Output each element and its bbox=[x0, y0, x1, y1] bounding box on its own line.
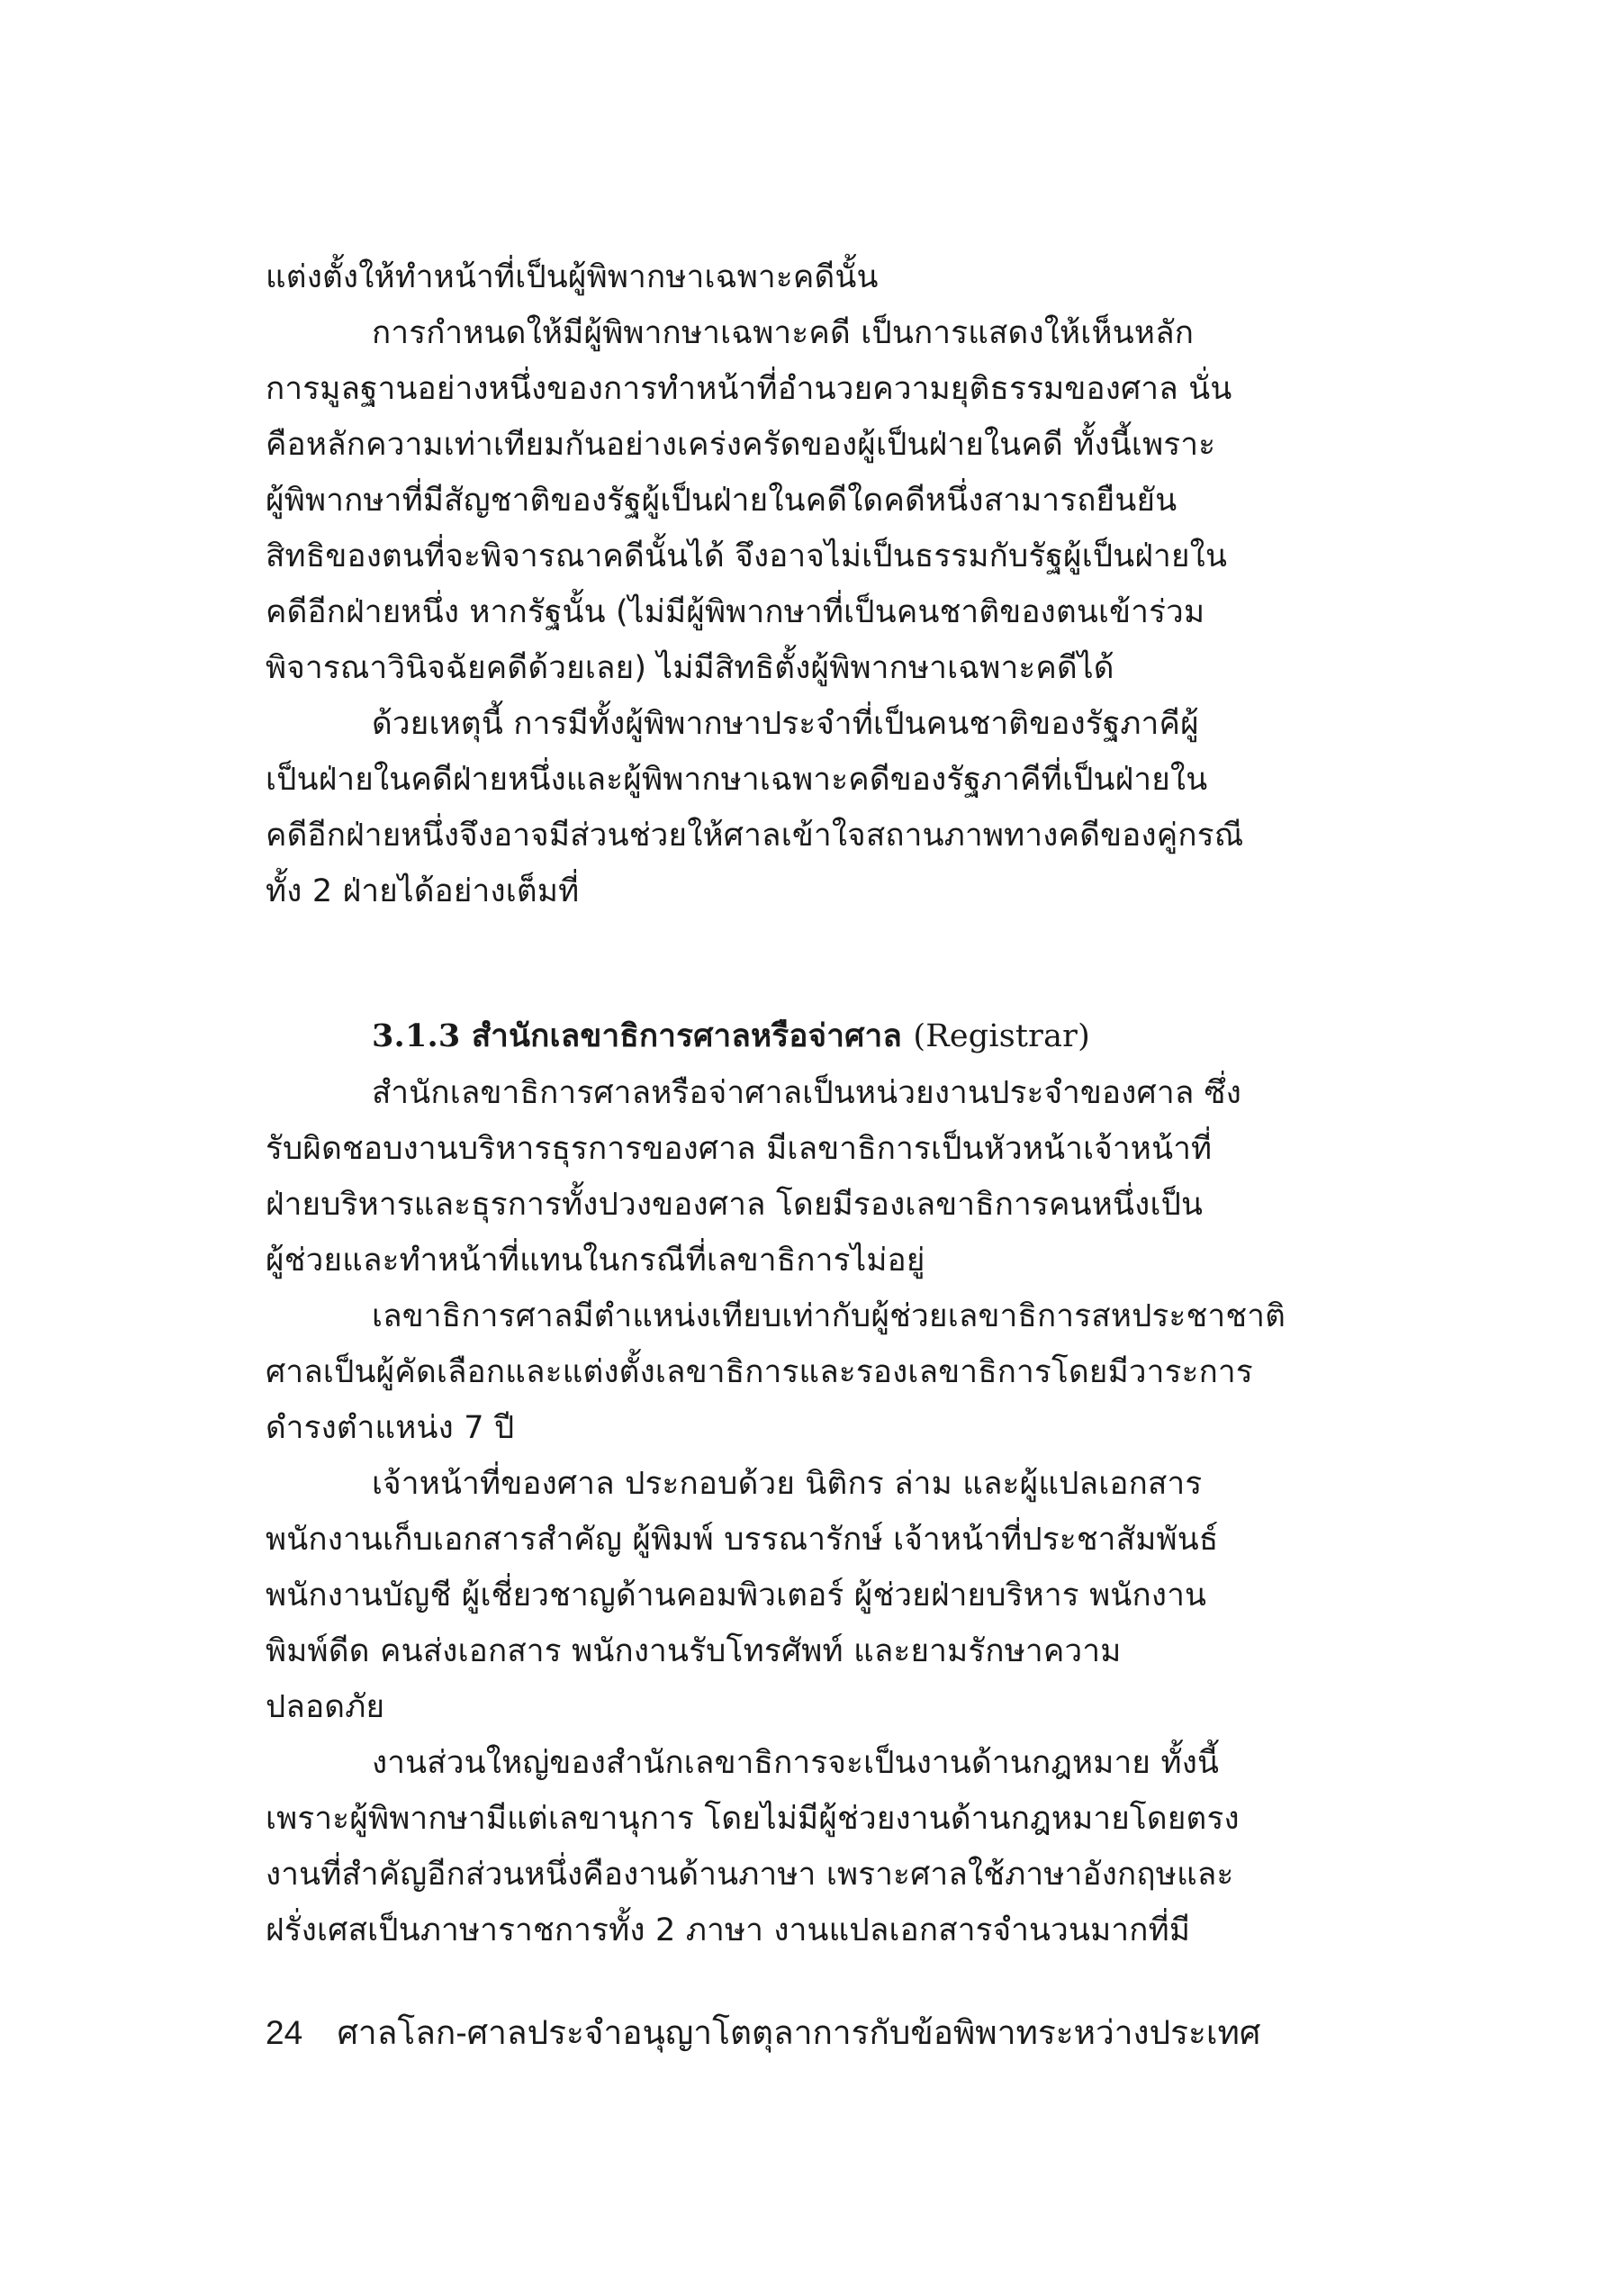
paragraph-line: ผู้พิพากษาที่มีสัญชาติของรัฐผู้เป็นฝ่ายในคดีใดคดีหนึ่งสามารถยืนยัน bbox=[266, 483, 1177, 519]
body-section-registrar bbox=[266, 1065, 1328, 1958]
paragraph-line: เป็นฝ่ายในคดีฝ่ายหนึ่งและผู้พิพากษาเฉพาะคดีของรัฐภาคีที่เป็นฝ่ายใน bbox=[266, 762, 1208, 798]
paragraph-line: พนักงานบัญชี ผู้เชี่ยวชาญด้านคอมพิวเตอร์ ผู้ช่วยฝ่ายบริหาร พนักงาน bbox=[266, 1577, 1207, 1614]
section-heading bbox=[266, 1008, 1328, 1064]
paragraph-line: ศาลเป็นผู้คัดเลือกและแต่งตั้งเลขาธิการและรองเลขาธิการโดยมีวาระการ bbox=[266, 1354, 1253, 1390]
paragraph-line: พนักงานเก็บเอกสารสำคัญ ผู้พิมพ์ บรรณารักษ์ เจ้าหน้าที่ประชาสัมพันธ์ bbox=[266, 1522, 1219, 1558]
paragraph-line: ดำรงตำแหน่ง 7 ปี bbox=[266, 1410, 515, 1446]
body-section-judges bbox=[266, 249, 1328, 919]
paragraph-line: สำนักเลขาธิการศาลหรือจ่าศาลเป็นหน่วยงานประจำของศาล ซึ่ง bbox=[372, 1075, 1242, 1111]
paragraph-line: เจ้าหน้าที่ของศาล ประกอบด้วย นิติกร ล่าม และผู้แปลเอกสาร bbox=[372, 1466, 1203, 1502]
paragraph-line: คดีอีกฝ่ายหนึ่งจึงอาจมีส่วนช่วยให้ศาลเข้าใจสถานภาพทางคดีของคู่กรณี bbox=[266, 818, 1244, 854]
paragraph-line: ผู้ช่วยและทำหน้าที่แทนในกรณีที่เลขาธิการไม่อยู่ bbox=[266, 1243, 925, 1279]
paragraph-line: การมูลฐานอย่างหนึ่งของการทำหน้าที่อำนวยความยุติธรรมของศาล นั่น bbox=[266, 371, 1232, 407]
paragraph-line: พิจารณาวินิจฉัยคดีด้วยเลย) ไม่มีสิทธิตั้งผู้พิพากษาเฉพาะคดีได้ bbox=[266, 650, 1114, 686]
heading-english: (Registrar) bbox=[913, 1018, 1090, 1054]
paragraph-line: รับผิดชอบงานบริหารธุรการของศาล มีเลขาธิการเป็นหัวหน้าเจ้าหน้าที่ bbox=[266, 1131, 1213, 1167]
paragraph-line: งานที่สำคัญอีกส่วนหนึ่งคืองานด้านภาษา เพราะศาลใช้ภาษาอังกฤษและ bbox=[266, 1857, 1234, 1893]
paragraph-line: ฝ่ายบริหารและธุรการทั้งปวงของศาล โดยมีรองเลขาธิการคนหนึ่งเป็น bbox=[266, 1187, 1204, 1223]
paragraph-line: ทั้ง 2 ฝ่ายได้อย่างเต็มที่ bbox=[266, 873, 580, 909]
page-number: 24 bbox=[266, 2014, 303, 2051]
paragraph-line: งานส่วนใหญ่ของสำนักเลขาธิการจะเป็นงานด้านกฎหมาย ทั้งนี้ bbox=[372, 1745, 1220, 1781]
running-title: ศาลโลก-ศาลประจำอนุญาโตตุลาการกับข้อพิพาทระหว่างประเทศ bbox=[337, 2014, 1261, 2051]
paragraph-line: คือหลักความเท่าเทียมกันอย่างเคร่งครัดของผู้เป็นฝ่ายในคดี ทั้งนี้เพราะ bbox=[266, 427, 1216, 463]
page-footer bbox=[266, 2006, 1346, 2059]
paragraph-line: สิทธิของตนที่จะพิจารณาคดีนั้นได้ จึงอาจไม่เป็นธรรมกับรัฐผู้เป็นฝ่ายใน bbox=[266, 538, 1228, 574]
heading-title: 3.1.3 สำนักเลขาธิการศาลหรือจ่าศาล bbox=[372, 1017, 903, 1054]
paragraph-line: พิมพ์ดีด คนส่งเอกสาร พนักงานรับโทรศัพท์ และยามรักษาความ bbox=[266, 1633, 1122, 1669]
paragraph-line: เพราะผู้พิพากษามีแต่เลขานุการ โดยไม่มีผู้ช่วยงานด้านกฎหมายโดยตรง bbox=[266, 1801, 1240, 1837]
heading-3-1-3 bbox=[266, 1008, 1328, 1064]
paragraph-line: แต่งตั้งให้ทำหน้าที่เป็นผู้พิพากษาเฉพาะคดีนั้น bbox=[266, 259, 879, 295]
paragraph-line: เลขาธิการศาลมีตำแหน่งเทียบเท่ากับผู้ช่วยเลขาธิการสหประชาชาติ bbox=[372, 1298, 1286, 1334]
paragraph-line: ฝรั่งเศสเป็นภาษาราชการทั้ง 2 ภาษา งานแปลเอกสารจำนวนมากที่มี bbox=[266, 1912, 1191, 1948]
paragraph-line: การกำหนดให้มีผู้พิพากษาเฉพาะคดี เป็นการแสดงให้เห็นหลัก bbox=[372, 315, 1195, 351]
paragraph-line: ด้วยเหตุนี้ การมีทั้งผู้พิพากษาประจำที่เป็นคนชาติของรัฐภาคีผู้ bbox=[372, 706, 1199, 742]
paragraph-line: คดีอีกฝ่ายหนึ่ง หากรัฐนั้น (ไม่มีผู้พิพากษาที่เป็นคนชาติของตนเข้าร่วม bbox=[266, 594, 1205, 630]
paragraph-line: ปลอดภัย bbox=[266, 1689, 385, 1725]
